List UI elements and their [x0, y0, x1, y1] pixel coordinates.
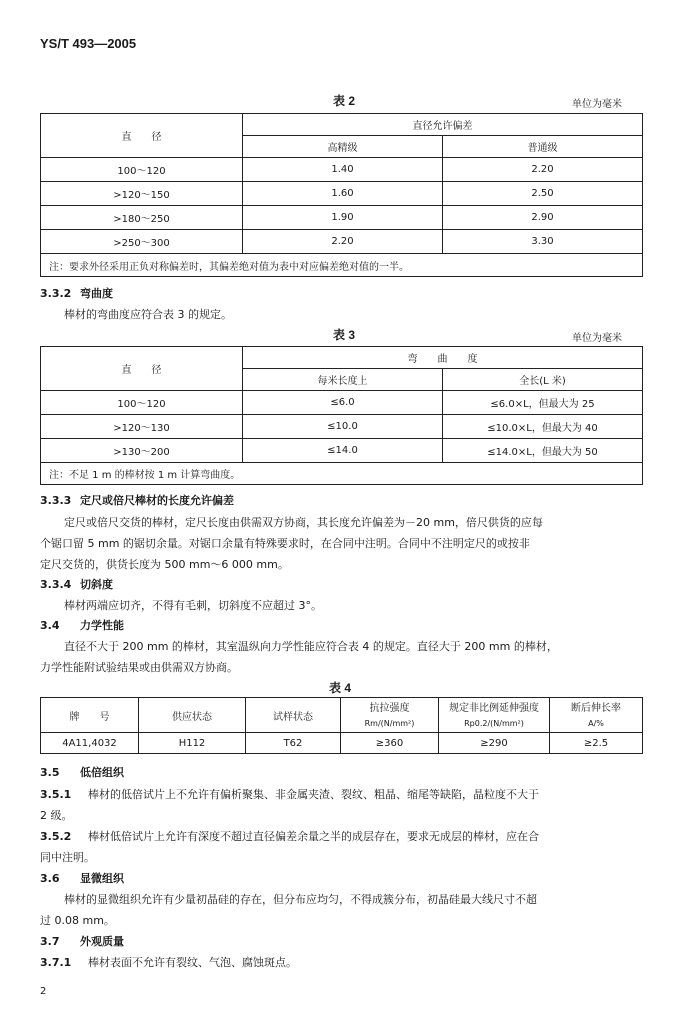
table3-cell-diameter: >130～200	[41, 439, 243, 463]
table3-header-group: 弯 曲 度	[243, 347, 643, 369]
table4-cell-elongation: ≥2.5	[550, 733, 643, 754]
table3-unit: 单位为毫米	[572, 333, 622, 344]
table-row	[41, 206, 643, 230]
section-3-6-heading	[40, 870, 124, 886]
document-code: YS/T 493—2005	[40, 36, 137, 51]
section-3-5-2-line1	[40, 828, 539, 844]
table3-cell-full-length: ≤10.0×L，但最大为 40	[443, 415, 643, 439]
section-3-4-heading	[40, 617, 124, 633]
table4-cell-test-state: T62	[246, 733, 341, 754]
table4-cell-tensile: ≥360	[341, 733, 439, 754]
table2-header-high: 高精级	[243, 136, 443, 158]
section-3-5-2-line2: 同中注明。	[40, 851, 95, 864]
section-3-3-2-paragraph: 棒材的弯曲度应符合表 3 的规定。	[64, 308, 232, 321]
table-row	[41, 158, 643, 182]
section-3-3-3-paragraph-line2: 个锯口留 5 mm 的锯切余量。对锯口余量有特殊要求时，在合同中注明。合同中不注明定尺的或按非	[40, 537, 530, 550]
table4-cell-supply-state: H112	[139, 733, 246, 754]
table2-cell-diameter: 100～120	[41, 158, 243, 182]
table2	[40, 113, 643, 277]
table2-cell-diameter: >120～150	[41, 182, 243, 206]
section-3-6-paragraph-line1: 棒材的显微组织允许有少量初晶硅的存在，但分布应均匀，不得成簇分布，初晶硅最大线尺寸不超	[64, 893, 537, 906]
table3-cell-diameter: >120～130	[41, 415, 243, 439]
table4-cell-grade: 4A11,4032	[41, 733, 139, 754]
table-row	[41, 230, 643, 254]
table3-cell-full-length: ≤14.0×L，但最大为 50	[443, 439, 643, 463]
table2-cell-diameter: >250～300	[41, 230, 243, 254]
table3-caption: 表 3	[333, 328, 356, 342]
table3-header-per-meter: 每米长度上	[243, 369, 443, 391]
table2-cell-high: 1.40	[243, 158, 443, 182]
table4-header-supply-state: 供应状态	[139, 698, 246, 733]
table4-header-yield: 规定非比例延伸强度	[439, 698, 550, 716]
section-3-5-heading	[40, 764, 124, 780]
table-row	[41, 182, 643, 206]
section-3-7-1-text: 棒材表面不允许有裂纹、气泡、腐蚀斑点。	[88, 956, 297, 969]
section-3-5-1-text: 棒材的低倍试片上不允许有偏析聚集、非金属夹渣、裂纹、粗晶、缩尾等缺陷，晶粒度不大于	[88, 788, 539, 801]
section-3-5-1-line1	[40, 786, 539, 802]
section-3-3-3-paragraph-line3: 定尺交货的，供货长度为 500 mm～6 000 mm。	[40, 558, 289, 571]
section-3-3-3-paragraph-line1: 定尺或倍尺交货的棒材，定尺长度由供需双方协商，其长度允许偏差为－20 mm，倍尺供货的应每	[64, 516, 543, 529]
section-3-4-paragraph-line1: 直径不大于 200 mm 的棒材，其室温纵向力学性能应符合表 4 的规定。直径大于 200 mm 的棒材，	[64, 640, 558, 653]
table-row	[41, 733, 643, 754]
section-3-6-paragraph-line2: 过 0.08 mm。	[40, 914, 115, 927]
table2-cell-diameter: >180～250	[41, 206, 243, 230]
table3-cell-full-length: ≤6.0×L，但最大为 25	[443, 391, 643, 415]
table4-cell-yield: ≥290	[439, 733, 550, 754]
table4-header-yield-unit: Rp0.2/(N/mm²)	[439, 716, 550, 733]
table4-header-elongation-unit: A/%	[550, 716, 643, 733]
table2-header-normal: 普通级	[443, 136, 643, 158]
table2-cell-normal: 2.90	[443, 206, 643, 230]
section-3-7-1-line	[40, 954, 297, 970]
section-number: 3.3.3	[40, 494, 72, 507]
section-title: 定尺或倍尺棒材的长度允许偏差	[80, 494, 234, 507]
section-number: 3.5	[40, 766, 60, 779]
section-number: 3.4	[40, 619, 60, 632]
table2-cell-high: 2.20	[243, 230, 443, 254]
table4-header-grade: 牌 号	[41, 698, 139, 733]
table3-cell-diameter: 100～120	[41, 391, 243, 415]
table2-caption: 表 2	[333, 94, 356, 108]
table3-header-diameter: 直 径	[41, 347, 243, 391]
table3	[40, 346, 643, 485]
section-3-3-3-heading	[40, 492, 234, 508]
table2-cell-normal: 3.30	[443, 230, 643, 254]
page-number: 2	[40, 986, 47, 997]
table4-header-elongation: 断后伸长率	[550, 698, 643, 716]
section-title: 低倍组织	[80, 766, 124, 779]
section-3-5-1-line2: 2 级。	[40, 809, 73, 822]
section-number: 3.7.1	[40, 956, 72, 969]
table3-header-full-length: 全长(L 米)	[443, 369, 643, 391]
table3-note: 注：不足 1 m 的棒材按 1 m 计算弯曲度。	[41, 463, 643, 485]
table2-unit: 单位为毫米	[572, 99, 622, 110]
section-number: 3.5.2	[40, 830, 72, 843]
section-3-3-2-heading	[40, 285, 113, 301]
table2-cell-high: 1.90	[243, 206, 443, 230]
table4-header-tensile: 抗拉强度	[341, 698, 439, 716]
table4-caption: 表 4	[329, 681, 352, 695]
section-title: 外观质量	[80, 935, 124, 948]
section-title: 弯曲度	[80, 287, 113, 300]
section-3-3-4-paragraph: 棒材两端应切齐，不得有毛刺，切斜度不应超过 3°。	[64, 599, 322, 612]
table4-header-test-state: 试样状态	[246, 698, 341, 733]
section-3-5-2-text: 棒材低倍试片上允许有深度不超过直径偏差余量之半的成层存在，要求无成层的棒材，应在合	[88, 830, 539, 843]
section-number: 3.5.1	[40, 788, 72, 801]
table-row	[41, 415, 643, 439]
section-number: 3.7	[40, 935, 60, 948]
table3-cell-per-meter: ≤10.0	[243, 415, 443, 439]
table-row	[41, 439, 643, 463]
table-row	[41, 391, 643, 415]
section-3-4-paragraph-line2: 力学性能附试验结果或由供需双方协商。	[40, 661, 238, 674]
table3-cell-per-meter: ≤6.0	[243, 391, 443, 415]
table2-header-group: 直径允许偏差	[243, 114, 643, 136]
table4	[40, 697, 643, 754]
section-title: 力学性能	[80, 619, 124, 632]
table4-header-tensile-unit: Rm/(N/mm²)	[341, 716, 439, 733]
section-number: 3.3.2	[40, 287, 72, 300]
section-3-7-heading	[40, 933, 124, 949]
table2-cell-high: 1.60	[243, 182, 443, 206]
section-title: 切斜度	[80, 578, 113, 591]
table2-cell-normal: 2.50	[443, 182, 643, 206]
table2-note: 注：要求外径采用正负对称偏差时，其偏差绝对值为表中对应偏差绝对值的一半。	[41, 254, 643, 277]
table3-cell-per-meter: ≤14.0	[243, 439, 443, 463]
section-number: 3.6	[40, 872, 60, 885]
section-3-3-4-heading	[40, 576, 113, 592]
section-title: 显微组织	[80, 872, 124, 885]
table2-header-diameter: 直 径	[41, 114, 243, 158]
section-number: 3.3.4	[40, 578, 72, 591]
table2-cell-normal: 2.20	[443, 158, 643, 182]
